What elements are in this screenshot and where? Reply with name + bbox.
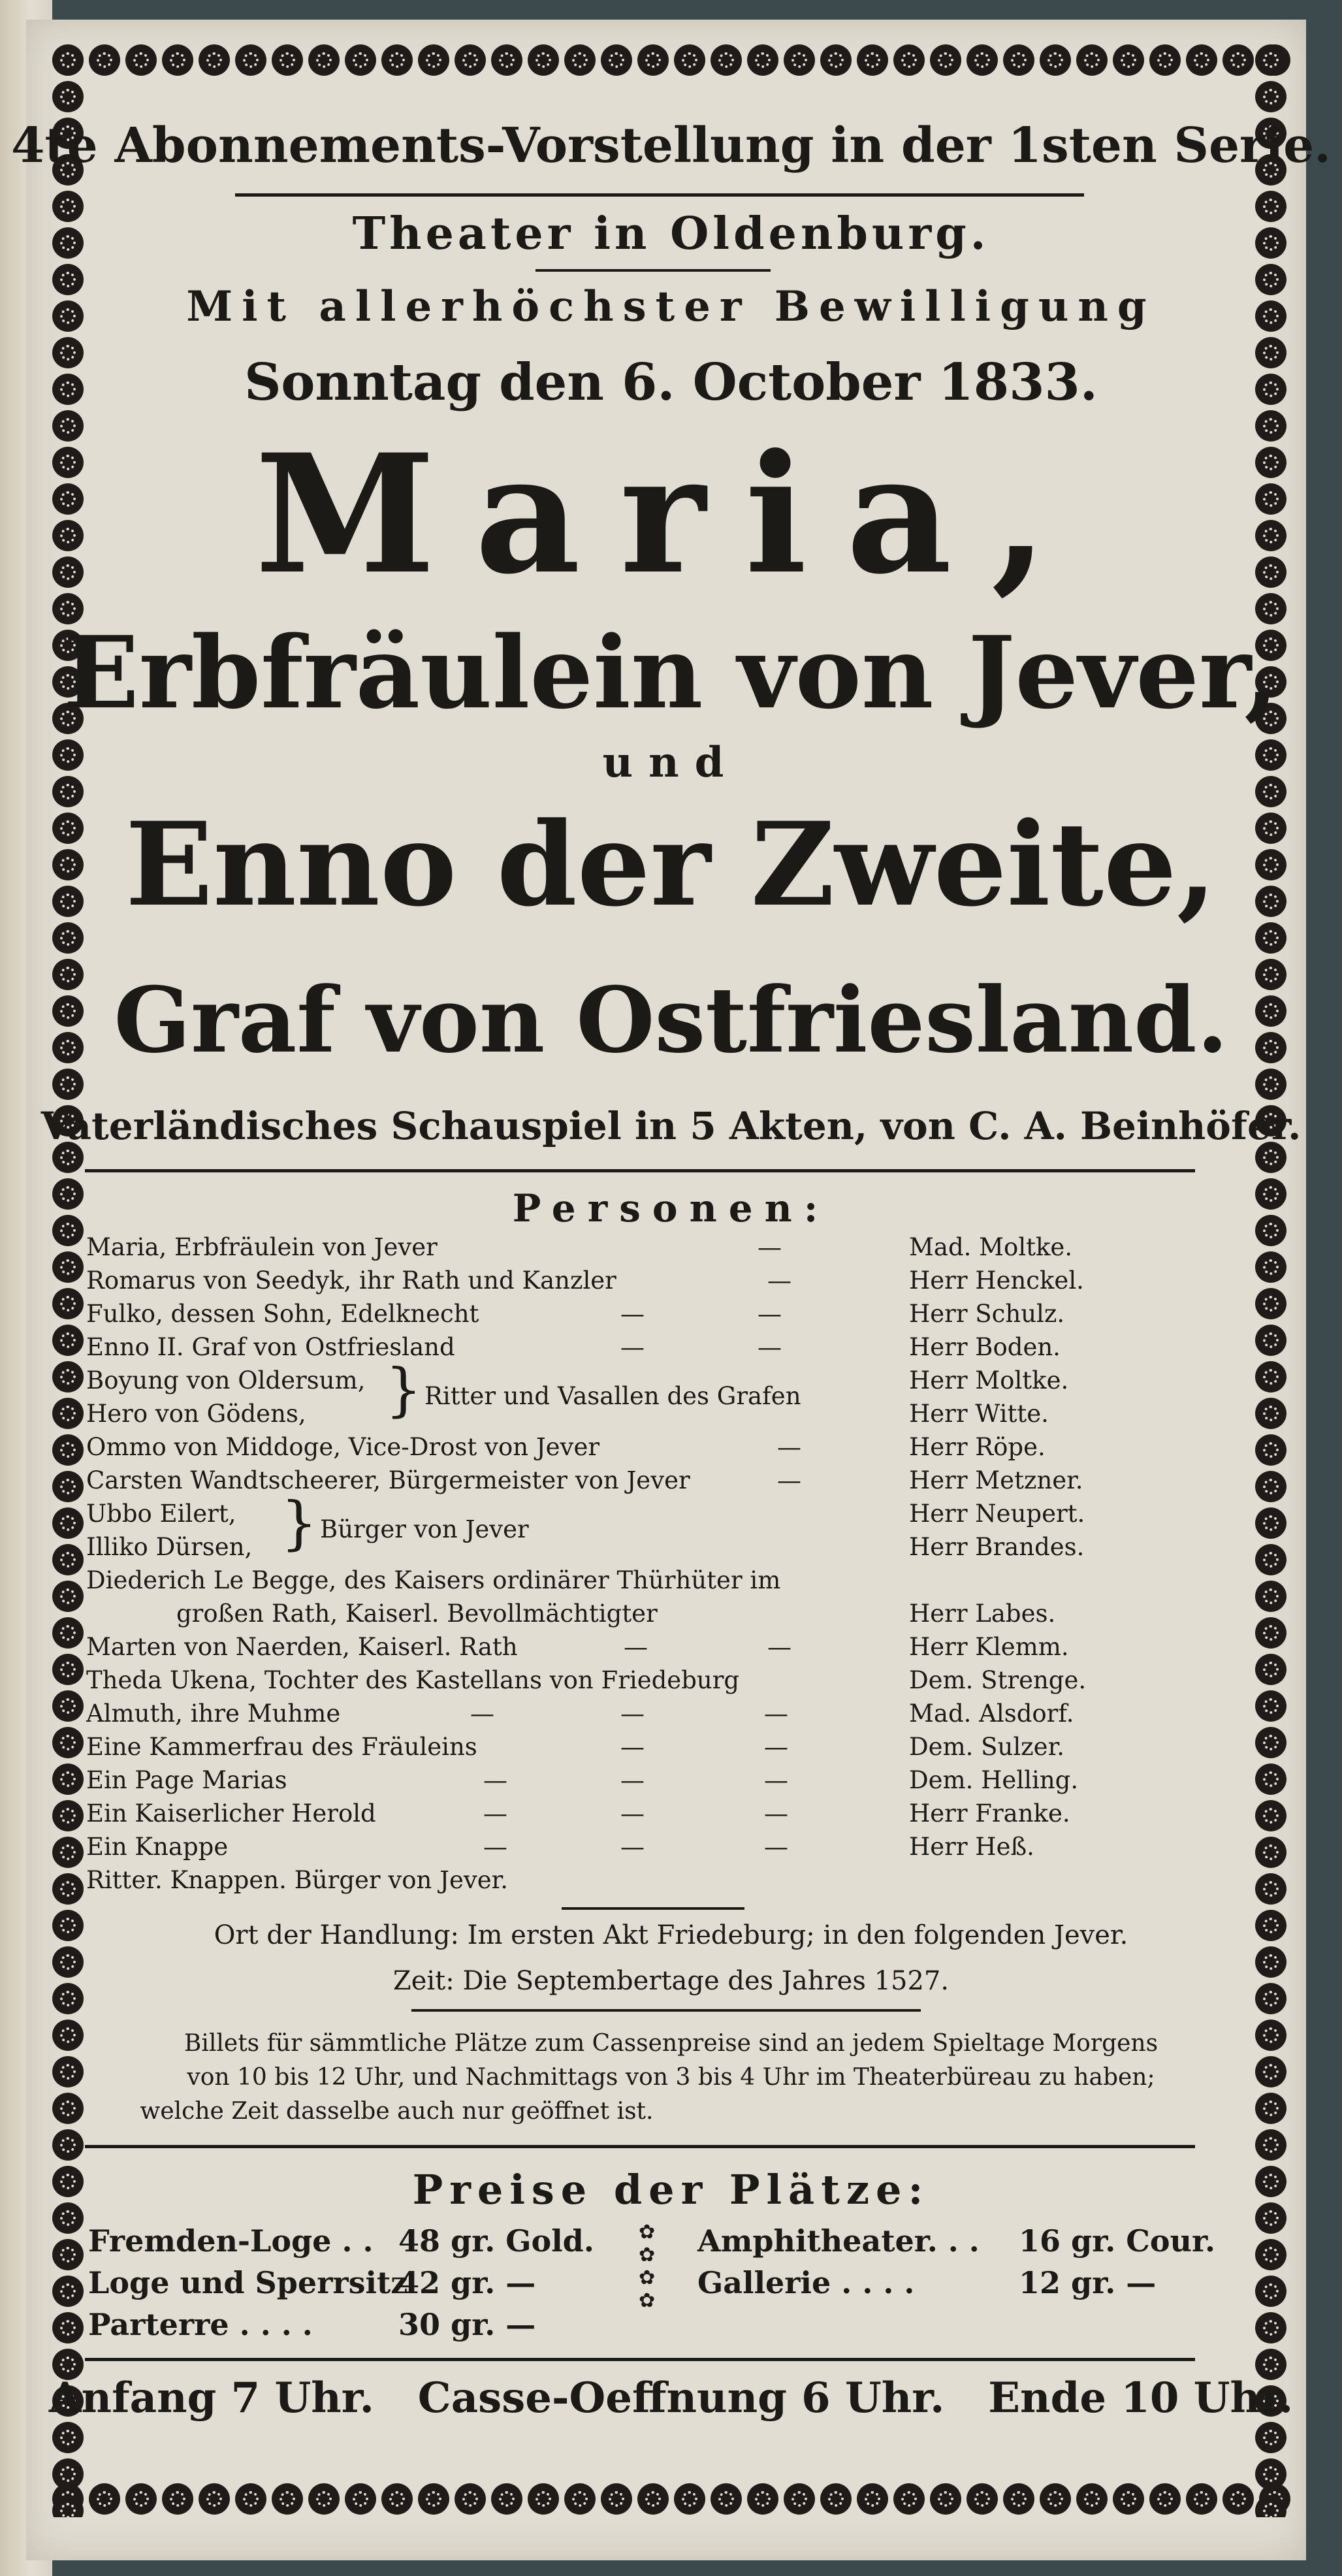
- cast-actor: Herr Klemm.: [909, 1633, 1069, 1661]
- theater-name: Theater in Oldenburg.: [352, 208, 990, 260]
- ornament-rosette: [1255, 1800, 1286, 1831]
- cast-role: Almuth, ihre Muhme: [86, 1699, 341, 1728]
- ornament-rosette: [967, 44, 998, 76]
- ornament-rosette: [52, 1690, 84, 1722]
- ornament-rosette: [564, 2483, 596, 2515]
- dash-filler: —: [777, 1466, 801, 1494]
- ornament-rosette: [601, 44, 632, 76]
- ornament-rosette: [1255, 1434, 1286, 1466]
- cast-actor: Mad. Moltke.: [909, 1233, 1073, 1261]
- cast-role: Hero von Gödens,: [86, 1400, 306, 1428]
- ornament-rosette: [967, 2483, 998, 2515]
- ornament-rosette: [1255, 2276, 1286, 2307]
- ornament-rosette: [1255, 1873, 1286, 1905]
- ornament-rosette: [1255, 1654, 1286, 1685]
- divider: [85, 2145, 1195, 2148]
- cast-role: Illiko Dürsen,: [86, 1533, 253, 1561]
- ornament-rosette: [1255, 1069, 1286, 1100]
- ornament-rosette: [1255, 1617, 1286, 1649]
- ornament-rosette: [674, 2483, 705, 2515]
- ornament-rosette: [1040, 44, 1071, 76]
- ornament-rosette: [52, 2239, 84, 2270]
- ornament-rosette: [52, 1727, 84, 1758]
- ornament-rosette: [52, 1837, 84, 1868]
- ornament-rosette: [1222, 2483, 1254, 2515]
- setting-time: Zeit: Die Septembertage des Jahres 1527.: [392, 1966, 950, 1996]
- divider: [535, 269, 771, 272]
- border-right: [1253, 42, 1289, 2517]
- ticket-info-3: welche Zeit dasselbe auch nur geöffnet ist.: [140, 2098, 654, 2125]
- ornament-rosette: [1186, 2483, 1217, 2515]
- cast-role: Theda Ukena, Tochter des Kastellans von Friedeburg: [86, 1666, 740, 1694]
- ornament-rosette: [1255, 2239, 1286, 2270]
- ornament-rosette: [564, 44, 596, 76]
- ornament-rosette: [308, 44, 340, 76]
- ornament-rosette: [711, 44, 742, 76]
- ornament-rosette: [52, 1434, 84, 1466]
- ornament-rosette: [1186, 44, 1217, 76]
- cast-actor: Herr Henckel.: [909, 1266, 1084, 1295]
- cast-role: Carsten Wandtscheerer, Bürgermeister von Jever: [86, 1466, 690, 1494]
- ornament-rosette: [1255, 1837, 1286, 1868]
- ornament-rosette: [52, 1507, 84, 1539]
- ornament-rosette: [1255, 44, 1286, 76]
- cast-role: Ein Knappe: [86, 1833, 229, 1861]
- ornament-rosette: [893, 44, 925, 76]
- group-label-knights: Ritter und Vasallen des Grafen: [424, 1382, 801, 1410]
- cast-role: Boyung von Oldersum,: [86, 1366, 366, 1394]
- ornament-rosette: [52, 1398, 84, 1429]
- ornament-rosette: [52, 1544, 84, 1575]
- title-line-1: Maria,: [255, 418, 1087, 610]
- ornament-rosette: [52, 1581, 84, 1612]
- price-value: 30 gr. —: [398, 2307, 536, 2342]
- cast-heading: Personen:: [512, 1186, 830, 1231]
- brace: }: [385, 1356, 422, 1423]
- ornament-rosette: [52, 2458, 84, 2490]
- cast-role: Eine Kammerfrau des Fräuleins: [86, 1733, 477, 1761]
- ornament-rosette: [52, 2129, 84, 2161]
- dash-filler: —: [483, 1766, 507, 1794]
- cast-actor: Herr Brandes.: [909, 1533, 1085, 1561]
- cast-actor: Dem. Helling.: [909, 1766, 1079, 1794]
- ornament-rosette: [52, 1325, 84, 1356]
- ornament-rosette: [52, 2422, 84, 2453]
- title-line-3: Enno der Zweite,: [125, 797, 1217, 932]
- ornament-rosette: [418, 44, 449, 76]
- cast-role: Enno II. Graf von Ostfriesland: [86, 1333, 455, 1361]
- ornament-rosette: [1255, 1398, 1286, 1429]
- permission-line: Mit allerhöchster Bewilligung: [186, 282, 1156, 331]
- ornament-rosette: [857, 44, 888, 76]
- ornament-rosette: [1255, 1690, 1286, 1722]
- title-line-2: Erbfräulein von Jever,: [63, 614, 1279, 731]
- ornament-rosette: [52, 2495, 84, 2517]
- dash-filler: —: [624, 1633, 648, 1661]
- group-label-citizens: Bürger von Jever: [320, 1515, 529, 1543]
- dash-filler: —: [764, 1833, 788, 1861]
- ornament-rosette: [52, 1800, 84, 1831]
- ornament-rosette: [528, 44, 559, 76]
- ticket-info-1: Billets für sämmtliche Plätze zum Cassenpreise sind an jedem Spieltage Morgens: [184, 2030, 1158, 2057]
- ornament-rosette: [1255, 2129, 1286, 2161]
- ornament-rosette: [820, 44, 852, 76]
- ornament-rosette: [1003, 2483, 1034, 2515]
- ornament-rosette: [381, 2483, 413, 2515]
- ornament-rosette: [528, 2483, 559, 2515]
- divider: [562, 1907, 744, 1910]
- subtitle: Vaterländisches Schauspiel in 5 Akten, von C. A. Beinhöfer.: [40, 1104, 1302, 1148]
- dash-filler: —: [620, 1733, 645, 1761]
- cast-role: Ommo von Middoge, Vice-Drost von Jever: [86, 1433, 600, 1461]
- ornament-rosette: [52, 1361, 84, 1393]
- ornament-rosette: [784, 2483, 815, 2515]
- cast-role: Ein Kaiserlicher Herold: [86, 1799, 376, 1827]
- dash-filler: —: [764, 1799, 788, 1827]
- ornament-rosette: [1255, 2422, 1286, 2453]
- dash-filler: —: [483, 1833, 507, 1861]
- dash-filler: —: [767, 1633, 791, 1661]
- ornament-rosette: [52, 44, 84, 76]
- ornament-rosette: [930, 2483, 961, 2515]
- ornament-rosette: [1003, 44, 1034, 76]
- ornament-rosette: [89, 44, 120, 76]
- ornament-rosette: [930, 44, 961, 76]
- cast-actor: Herr Labes.: [909, 1600, 1056, 1628]
- border-bottom: [50, 2481, 1290, 2517]
- ornament-rosette: [1255, 1727, 1286, 1758]
- dash-filler: —: [620, 1799, 645, 1827]
- ornament-rosette: [345, 2483, 376, 2515]
- dash-filler: —: [764, 1766, 788, 1794]
- divider: [85, 1169, 1195, 1172]
- dash-filler: —: [483, 1799, 507, 1827]
- border-top: [50, 42, 1290, 78]
- ornament-separator: ✿ ✿ ✿ ✿: [639, 2221, 656, 2312]
- dash-filler: —: [764, 1699, 788, 1728]
- dash-filler: —: [620, 1300, 645, 1328]
- ornament-rosette: [1255, 2093, 1286, 2124]
- border-left: [50, 42, 86, 2517]
- ornament-rosette: [52, 1654, 84, 1685]
- ornament-rosette: [1222, 44, 1254, 76]
- ornament-rosette: [52, 1873, 84, 1905]
- ornament-rosette: [1255, 2458, 1286, 2490]
- cast-role: Romarus von Seedyk, ihr Rath und Kanzler: [86, 1266, 616, 1295]
- ornament-rosette: [455, 2483, 486, 2515]
- ornament-rosette: [674, 44, 705, 76]
- ornament-rosette: [601, 2483, 632, 2515]
- performance-date: Sonntag den 6. October 1833.: [244, 353, 1098, 412]
- ornament-rosette: [125, 2483, 157, 2515]
- ornament-rosette: [857, 2483, 888, 2515]
- cast-role: Maria, Erbfräulein von Jever: [86, 1233, 438, 1261]
- ornament-rosette: [1076, 2483, 1108, 2515]
- cast-actor: Mad. Alsdorf.: [909, 1699, 1074, 1728]
- divider: [411, 2009, 921, 2012]
- title-conjunction: und: [602, 738, 740, 787]
- price-value: 12 gr. —: [1019, 2265, 1157, 2300]
- price-value: 48 gr. Gold.: [398, 2223, 594, 2259]
- ornament-rosette: [52, 1763, 84, 1795]
- ornament-rosette: [52, 2312, 84, 2343]
- cast-actor: Herr Moltke.: [909, 1366, 1069, 1394]
- ornament-rosette: [820, 2483, 852, 2515]
- price-seat: Fremden-Loge . .: [88, 2223, 374, 2259]
- title-line-4: Graf von Ostfriesland.: [114, 967, 1228, 1073]
- ornament-rosette: [1255, 1288, 1286, 1319]
- ornament-rosette: [1076, 44, 1108, 76]
- cast-role: Ein Page Marias: [86, 1766, 287, 1794]
- ornament-rosette: [272, 2483, 303, 2515]
- ornament-rosette: [52, 2276, 84, 2307]
- ornament-rosette: [199, 44, 230, 76]
- ornament-rosette: [637, 2483, 669, 2515]
- divider: [235, 193, 1084, 197]
- dash-filler: —: [470, 1699, 494, 1728]
- cast-actor: Herr Witte.: [909, 1400, 1049, 1428]
- ornament-rosette: [1255, 1763, 1286, 1795]
- ornament-rosette: [89, 2483, 120, 2515]
- dash-filler: —: [777, 1433, 801, 1461]
- ornament-rosette: [162, 2483, 193, 2515]
- ornament-rosette: [52, 81, 84, 112]
- cast-role: Marten von Naerden, Kaiserl. Rath: [86, 1633, 518, 1661]
- cast-actor: Herr Metzner.: [909, 1466, 1083, 1494]
- ornament-rosette: [1149, 2483, 1181, 2515]
- ornament-rosette: [52, 1471, 84, 1502]
- ornament-rosette: [1255, 1507, 1286, 1539]
- cast-actor: Dem. Sulzer.: [909, 1733, 1064, 1761]
- ornament-rosette: [1113, 2483, 1144, 2515]
- price-seat: Loge und Sperrsitz: [88, 2265, 408, 2300]
- cast-actor: Dem. Strenge.: [909, 1666, 1087, 1694]
- ornament-rosette: [199, 2483, 230, 2515]
- ornament-rosette: [1040, 2483, 1071, 2515]
- dash-filler: —: [758, 1233, 782, 1261]
- ornament-rosette: [747, 2483, 778, 2515]
- divider: [85, 2358, 1195, 2361]
- ornament-rosette: [711, 2483, 742, 2515]
- ornament-rosette: [747, 44, 778, 76]
- dash-filler: —: [764, 1733, 788, 1761]
- ornament-rosette: [1113, 44, 1144, 76]
- dash-filler: —: [620, 1333, 645, 1361]
- price-seat: Gallerie . . . .: [697, 2265, 915, 2300]
- ornament-rosette: [1255, 81, 1286, 112]
- cast-role: Diederich Le Begge, des Kaisers ordinärer Thürhüter im: [86, 1566, 781, 1594]
- ornament-rosette: [235, 44, 266, 76]
- setting-place: Ort der Handlung: Im ersten Akt Friedeburg; in den folgenden Jever.: [214, 1920, 1128, 1950]
- price-value: 16 gr. Cour.: [1019, 2223, 1215, 2259]
- ornament-rosette: [381, 44, 413, 76]
- ornament-rosette: [1149, 44, 1181, 76]
- ornament-rosette: [1255, 1251, 1286, 1283]
- cast-actor: Herr Schulz.: [909, 1300, 1065, 1328]
- ornament-rosette: [52, 1069, 84, 1100]
- schedule-footer: Anfang 7 Uhr. Casse-Oeffnung 6 Uhr. Ende 10 Uhr.: [48, 2374, 1294, 2423]
- ornament-rosette: [893, 2483, 925, 2515]
- ornament-rosette: [491, 44, 522, 76]
- ornament-rosette: [491, 2483, 522, 2515]
- ornament-rosette: [52, 1288, 84, 1319]
- ornament-rosette: [1255, 1325, 1286, 1356]
- ornament-rosette: [52, 1251, 84, 1283]
- dash-filler: —: [767, 1266, 791, 1295]
- ornament-rosette: [1255, 1581, 1286, 1612]
- cast-actor: Herr Röpe.: [909, 1433, 1046, 1461]
- ornament-rosette: [1255, 2495, 1286, 2517]
- ornament-rosette: [1255, 2312, 1286, 2343]
- price-seat: Parterre . . . .: [88, 2307, 313, 2342]
- dash-filler: —: [758, 1300, 782, 1328]
- ornament-rosette: [637, 44, 669, 76]
- ornament-rosette: [272, 44, 303, 76]
- dash-filler: —: [620, 1699, 645, 1728]
- ornament-rosette: [784, 44, 815, 76]
- ornament-rosette: [345, 44, 376, 76]
- price-seat: Amphitheater. . .: [697, 2223, 980, 2259]
- ornament-rosette: [455, 44, 486, 76]
- cast-role: Ritter. Knappen. Bürger von Jever.: [86, 1866, 509, 1894]
- ornament-rosette: [125, 44, 157, 76]
- ornament-rosette: [162, 44, 193, 76]
- cast-role: Ubbo Eilert,: [86, 1500, 236, 1528]
- prices-heading: Preise der Plätze:: [412, 2166, 930, 2214]
- series-line: 4te Abonnements-Vorstellung in der 1sten Serie.: [11, 118, 1331, 174]
- price-value: 42 gr. —: [398, 2265, 536, 2300]
- dash-filler: —: [620, 1766, 645, 1794]
- dash-filler: —: [758, 1333, 782, 1361]
- brace: }: [281, 1489, 317, 1556]
- ornament-rosette: [52, 1617, 84, 1649]
- ornament-rosette: [1255, 1471, 1286, 1502]
- ornament-rosette: [1255, 1361, 1286, 1393]
- cast-actor: Herr Neupert.: [909, 1500, 1085, 1528]
- ticket-info-2: von 10 bis 12 Uhr, und Nachmittags von 3 bis 4 Uhr im Theaterbüreau zu haben;: [187, 2064, 1155, 2091]
- cast-actor: Herr Boden.: [909, 1333, 1061, 1361]
- ornament-rosette: [1255, 1544, 1286, 1575]
- cast-actor: Herr Heß.: [909, 1833, 1034, 1861]
- ornament-rosette: [308, 2483, 340, 2515]
- ornament-rosette: [418, 2483, 449, 2515]
- cast-role: Fulko, dessen Sohn, Edelknecht: [86, 1300, 479, 1328]
- cast-role: großen Rath, Kaiserl. Bevollmächtigter: [176, 1600, 658, 1628]
- ornament-rosette: [235, 2483, 266, 2515]
- dash-filler: —: [620, 1833, 645, 1861]
- cast-actor: Herr Franke.: [909, 1799, 1070, 1827]
